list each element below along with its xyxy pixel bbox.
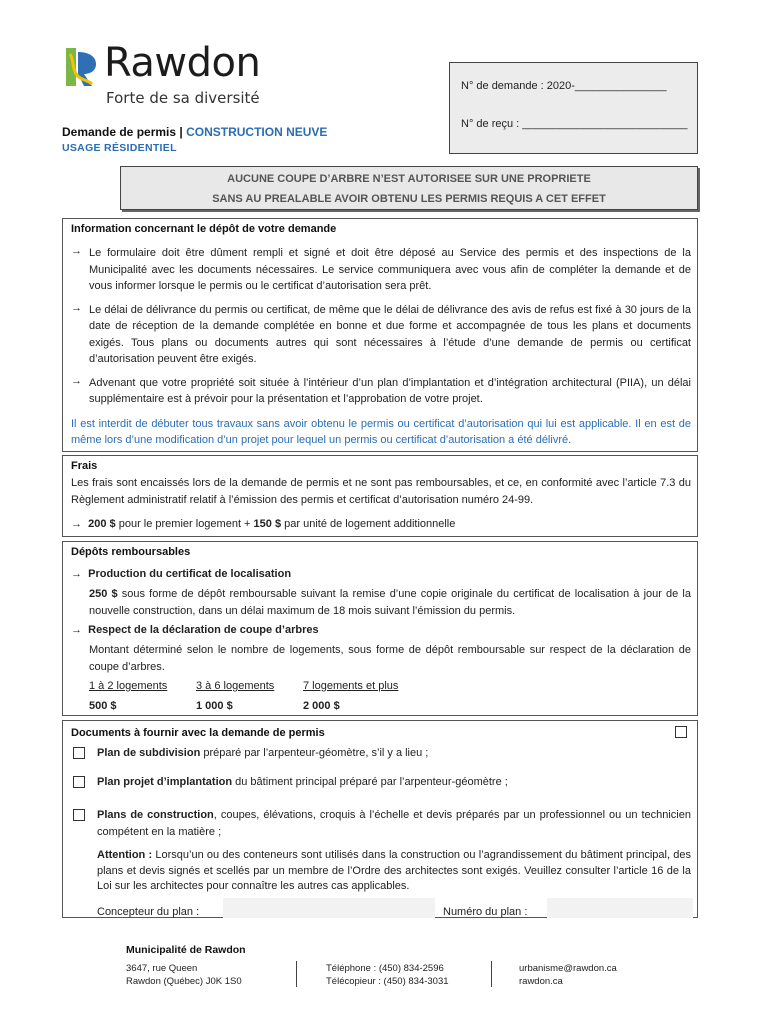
construction-plans-checkbox[interactable] xyxy=(73,809,85,821)
doc-item-2: Plan projet d’implantation du bâtiment principal préparé par l’arpenteur-géomètre ; xyxy=(97,776,508,788)
designer-label: Concepteur du plan : xyxy=(97,906,200,918)
info-heading: Information concernant le dépôt de votre demande xyxy=(71,223,337,235)
deposits-section xyxy=(62,541,698,716)
deposit-table-value: 500 $ xyxy=(89,700,117,712)
tree-cutting-banner xyxy=(120,166,698,210)
arrow-icon: → xyxy=(71,245,82,257)
rawdon-logo-mark xyxy=(62,44,102,90)
form-title xyxy=(62,125,327,139)
fees-heading: Frais xyxy=(71,460,98,472)
attention-note: Attention : Lorsqu’un ou des conteneurs sont utilisés dans la construction ou l’agrandissement du bâtiment principal, des plans et devis signés et scellés par un membre de l’Ordre des architectes sont exigés. Veuillez consulter l’article 16 de la Loi sur les architectes pour connaître les autres cas applicables. xyxy=(97,849,691,892)
banner-line-2: SANS AU PREALABLE AVOIR OBTENU LES PERMIS REQUIS A CET EFFET xyxy=(212,193,606,205)
footer-address: 3647, rue Queen Rawdon (Québec) J0K 1S0 xyxy=(126,963,242,987)
deposit-table-header: 3 à 6 logements xyxy=(196,680,275,692)
request-number-field[interactable]: N° de demande : 2020-_______________ xyxy=(461,80,667,92)
deposit-table-value: 1 000 $ xyxy=(196,700,233,712)
plan-number-label: Numéro du plan : xyxy=(443,906,528,918)
subdivision-checkbox[interactable] xyxy=(73,747,85,759)
footer-divider xyxy=(296,961,297,987)
documents-checkbox[interactable] xyxy=(675,726,687,738)
email-link[interactable]: urbanisme@rawdon.ca xyxy=(519,963,617,974)
fees-text: Les frais sont encaissés lors de la demande de permis et ne sont pas remboursables, et ce, en conformité avec l’article 7.3 du Règlement administratif relatif à l’émission des permis et certificat d’autorisation numéro 24-99. xyxy=(71,477,691,506)
deposit-table-header: 1 à 2 logements xyxy=(89,680,168,692)
footer-phone: Téléphone : (450) 834-2596 Télécopieur : (450) 834-3031 xyxy=(326,963,449,987)
deposit-item-1-text: 250 $ sous forme de dépôt remboursable suivant la remise d’une copie originale du certificat de localisation à jour de la nouvelle construction, dans un délai maximum de 18 mois suivant l’émission du permis. xyxy=(89,588,691,617)
documents-heading: Documents à fournir avec la demande de permis xyxy=(71,727,325,739)
info-item-2: → Le délai de délivrance du permis ou certificat, de même que le délai de délivrance des avis de refus est fixé à 30 jours de la date de réception de la demande complétée en bonne et due forme et accompagnée de tous les plans et documents exigés. Tous plans ou documents autres qui sont nécessaires à l’étude d’une demande de permis ou certificat d’autorisation peuvent être exigés. xyxy=(71,301,691,365)
info-section xyxy=(62,218,698,452)
doc-item-3: Plans de construction, coupes, élévations, croquis à l’échelle et devis préparés par un professionnel ou un technicien compétent en la matière ; xyxy=(97,809,691,838)
fees-amounts: → 200 $ pour le premier logement + 150 $ par unité de logement additionnelle xyxy=(71,518,456,530)
footer-contact xyxy=(519,962,617,988)
arrow-icon: → xyxy=(71,374,82,387)
receipt-number-field[interactable]: N° de reçu : ___________________________ xyxy=(461,118,688,130)
form-usage: USAGE RÉSIDENTIEL xyxy=(62,142,177,154)
logo-tagline: Forte de sa diversité xyxy=(106,89,260,107)
info-item-1: → Le formulaire doit être dûment rempli et signé et doit être déposé au Service des permis et des inspections de la Municipalité avec les documents nécessaires. Le service communiquera avec vous afin de compléter la demande et de vous informer lorsque le permis ou le certificat d’autorisation sera prêt. xyxy=(71,245,691,292)
arrow-icon: → xyxy=(71,568,89,580)
logo-name: Rawdon xyxy=(104,40,261,86)
deposit-table-header: 7 logements et plus xyxy=(303,680,399,692)
form-title-prefix: Demande de permis | xyxy=(62,125,187,139)
documents-section xyxy=(62,720,698,918)
arrow-icon: → xyxy=(71,301,82,314)
deposit-item-1-title: → Production du certificat de localisation xyxy=(71,568,292,580)
deposit-item-2-text: Montant déterminé selon le nombre de logements, sous forme de dépôt remboursable sur respect de la déclaration de coupe d’arbres. xyxy=(89,644,691,673)
form-title-type: CONSTRUCTION NEUVE xyxy=(186,125,328,139)
footer-municipality: Municipalité de Rawdon xyxy=(126,944,246,956)
deposit-table-value: 2 000 $ xyxy=(303,700,340,712)
banner-line-1: AUCUNE COUPE D’ARBRE N’EST AUTORISEE SUR UNE PROPRIETE xyxy=(227,173,591,185)
deposits-heading: Dépôts remboursables xyxy=(71,546,191,558)
request-number-box xyxy=(449,62,698,154)
arrow-icon: → xyxy=(71,624,89,636)
info-item-3: → Advenant que votre propriété soit située à l’intérieur d’un plan d’implantation et d’intégration architectural (PIIA), un délai supplémentaire est à prévoir pour la présentation et l’approbation de votre projet. xyxy=(71,374,691,405)
website-link[interactable]: rawdon.ca xyxy=(519,976,563,987)
arrow-icon: → xyxy=(71,518,89,530)
deposit-item-2-title: → Respect de la déclaration de coupe d’arbres xyxy=(71,624,319,636)
info-warning: Il est interdit de débuter tous travaux sans avoir obtenu le permis ou certificat d’autorisation qui lui est applicable. Il en est de même lors d’une modification d’un projet pour lequel un permis ou certificat d’autorisation a été délivré. xyxy=(71,417,691,446)
plan-number-input[interactable] xyxy=(547,898,693,918)
fees-section xyxy=(62,455,698,537)
designer-input[interactable] xyxy=(223,898,435,918)
doc-item-1: Plan de subdivision préparé par l’arpenteur-géomètre, s’il y a lieu ; xyxy=(97,747,429,759)
implantation-checkbox[interactable] xyxy=(73,776,85,788)
footer-divider xyxy=(491,961,492,987)
